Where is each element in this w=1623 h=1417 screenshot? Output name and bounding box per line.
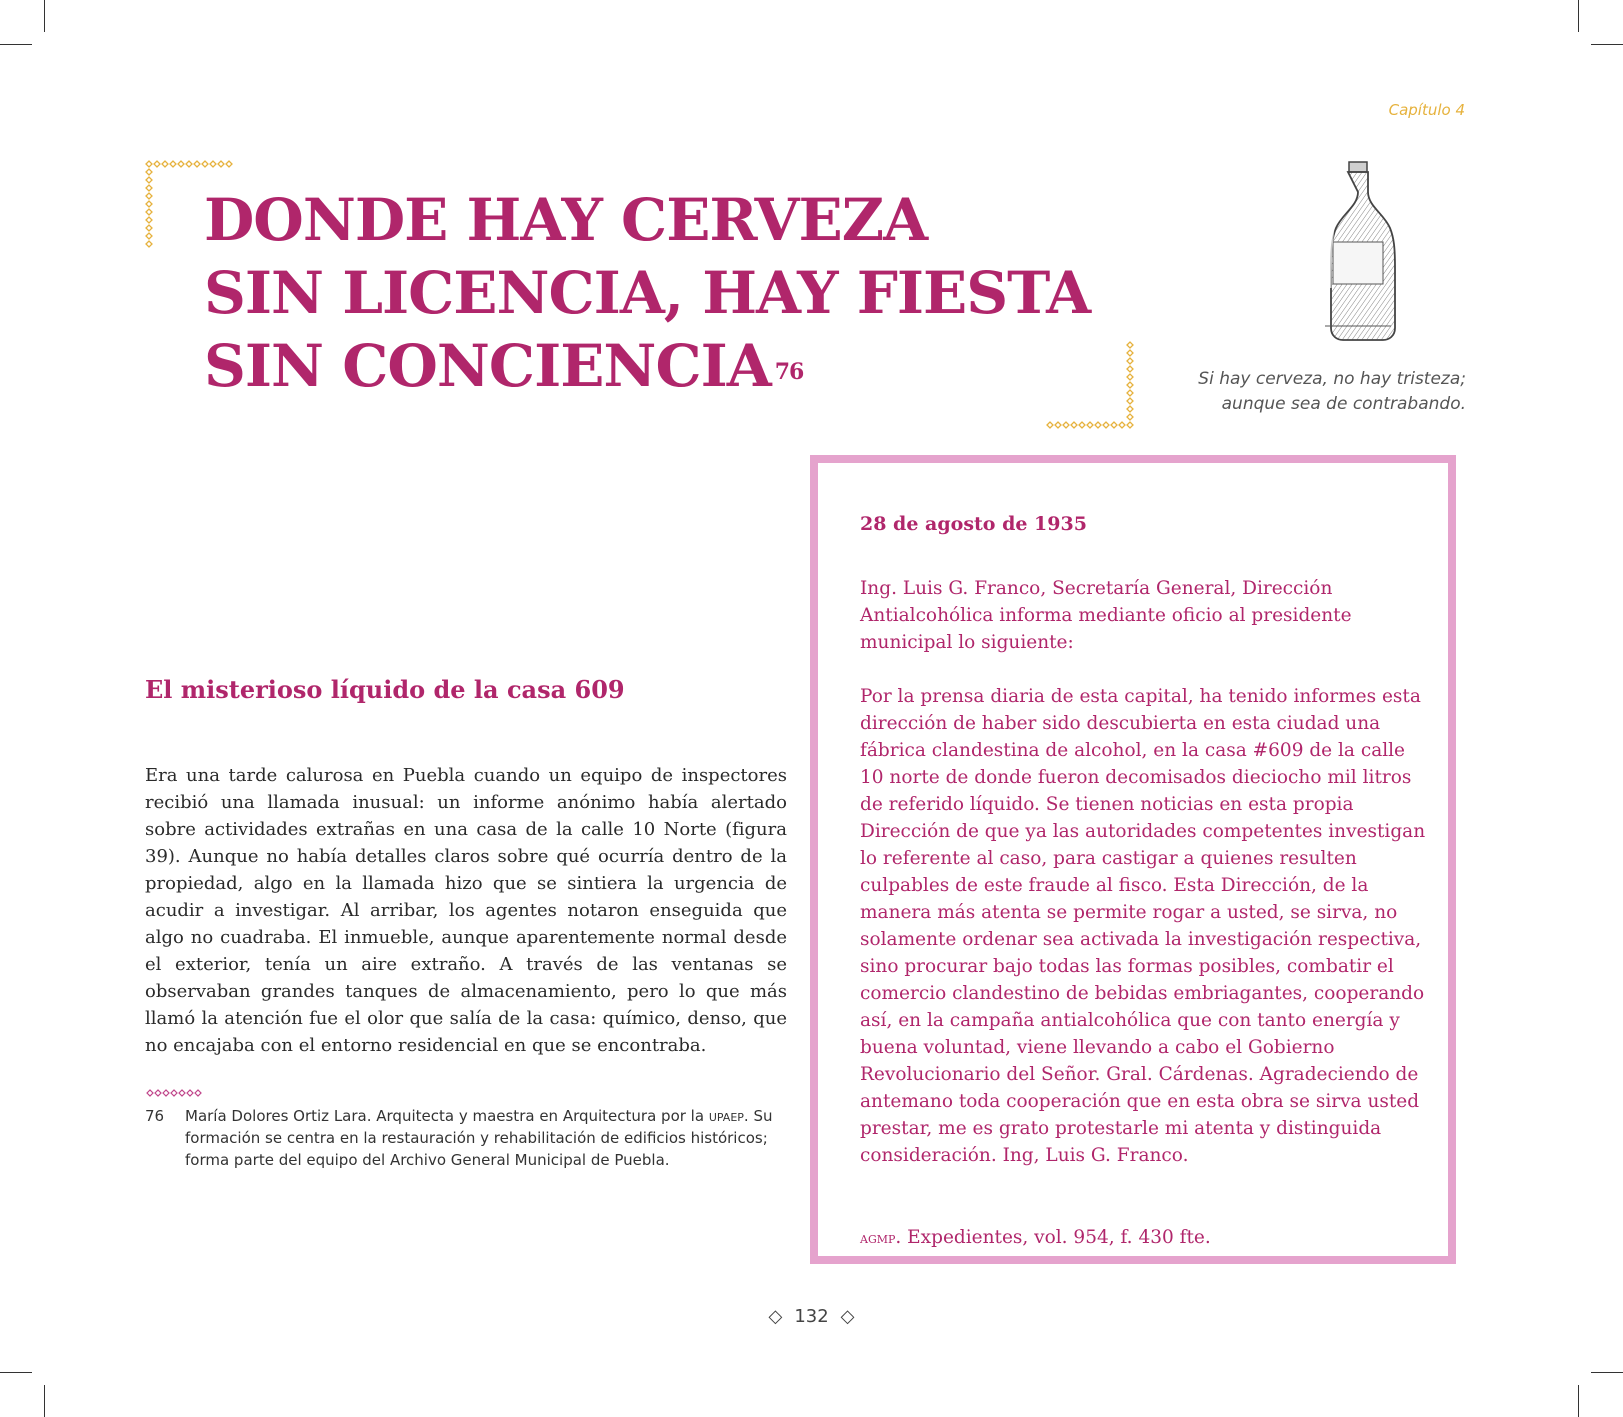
title-line-2: SIN LICENCIA, HAY FIESTA — [204, 259, 1091, 327]
crop-mark — [44, 1385, 45, 1417]
title-line-3 — [204, 330, 1124, 403]
document-letter: Por la prensa diaria de esta capital, ha tenido informes esta dirección de haber sido descubierta en esta ciudad una fábrica clandestina de alcohol, en la casa #609 de la calle 10 norte de donde fueron decomisados dieciocho mil litros de referido líquido. Se tienen noticias en esta propia Dirección de que ya las autoridades competentes investigan lo referente al caso, para castigar a quienes resulten culpables de este fraude al fisco. Esta Dirección, de la manera más atenta se permite rogar a usted, se sirva, no solamente ordenar sea activada la investigación respectiva, sino procurar bajo todas las formas posibles, combatir el comercio clandestino de bebidas embriagantes, cooperando así, en la campaña antialcohólica que con tanto energía y buena voluntad, viene llevando a cabo el Gobierno Revolucionario del Señor. Gral. Cárdenas. Agradeciendo de antemano toda cooperación que en esta obra se sirva usted prestar, me es grato protestarle mi atenta y distinguida consideración. Ing, Luis G. Franco. — [860, 686, 1426, 1166]
source-rest: . Expedientes, vol. 954, f. 430 fte. — [895, 1227, 1211, 1248]
footnote-number: 76 — [145, 1107, 165, 1125]
document-intro: Ing. Luis G. Franco, Secretaría General, Dirección Antialcohólica informa mediante oficio al presidente municipal lo siguiente: — [860, 578, 1352, 653]
body-paragraph: Era una tarde calurosa en Puebla cuando un equipo de inspectores recibió una llamada inusual: un informe anónimo había alertado sobre actividades extrañas en una casa de la calle 10 Norte (figura 39). Aunque no había detalles claros sobre qué ocurría dentro de la propiedad, algo en la llamada hizo que se sintiera la urgencia de acudir a investigar. Al arribar, los agentes notaron enseguida que algo no cuadraba. El inmueble, aunque aparentemente normal desde el exterior, tenía un aire extraño. A través de las ventanas se observaban grandes tanques de almacenamiento, pero lo que más llamó la atención fue el olor que salía de la casa: químico, denso, que no encajaba con el entorno residencial en que se encontraba. — [145, 765, 787, 1056]
crop-mark — [1578, 0, 1579, 32]
diamond-icon: ◇ — [840, 1306, 855, 1327]
footnote — [145, 1105, 785, 1171]
caption-line-1: Si hay cerveza, no hay tristeza; — [1198, 369, 1466, 389]
page-number: 132 — [794, 1306, 829, 1327]
title-footnote-ref: 76 — [774, 359, 804, 385]
beer-bottle-icon — [1313, 158, 1403, 348]
footnote-text — [185, 1105, 785, 1171]
title-line-1: DONDE HAY CERVEZA — [204, 186, 928, 254]
footnote-ornament — [145, 1088, 209, 1098]
footnote-text-after: . Su formación se centra en la restauración y rehabilitación de edificios históricos; forma parte del equipo del Archivo General Municipal de Puebla. — [185, 1107, 773, 1169]
document-box — [810, 455, 1456, 1264]
crop-mark — [1591, 1372, 1623, 1373]
footnote-text-before: María Dolores Ortiz Lara. Arquitecta y maestra en Arquitectura por la — [185, 1107, 709, 1125]
footnote-abbr: upaep — [708, 1107, 744, 1125]
chapter-label: Capítulo 4 — [1388, 101, 1465, 119]
section-heading: El misterioso líquido de la casa 609 — [145, 675, 625, 704]
crop-mark — [0, 1372, 32, 1373]
page-number-footer — [0, 1306, 1623, 1327]
page-title — [204, 184, 1124, 403]
caption-line-2: aunque sea de contrabando. — [1221, 394, 1466, 414]
illustration-caption — [1120, 367, 1466, 417]
source-abbr: agmp — [860, 1228, 896, 1247]
diamond-icon: ◇ — [768, 1306, 783, 1327]
crop-mark — [44, 0, 45, 32]
document-date: 28 de agosto de 1935 — [860, 513, 1087, 535]
title-line-3-text: SIN CONCIENCIA — [204, 332, 771, 400]
crop-mark — [0, 44, 32, 45]
crop-mark — [1578, 1385, 1579, 1417]
document-source — [860, 1224, 1430, 1251]
crop-mark — [1591, 44, 1623, 45]
